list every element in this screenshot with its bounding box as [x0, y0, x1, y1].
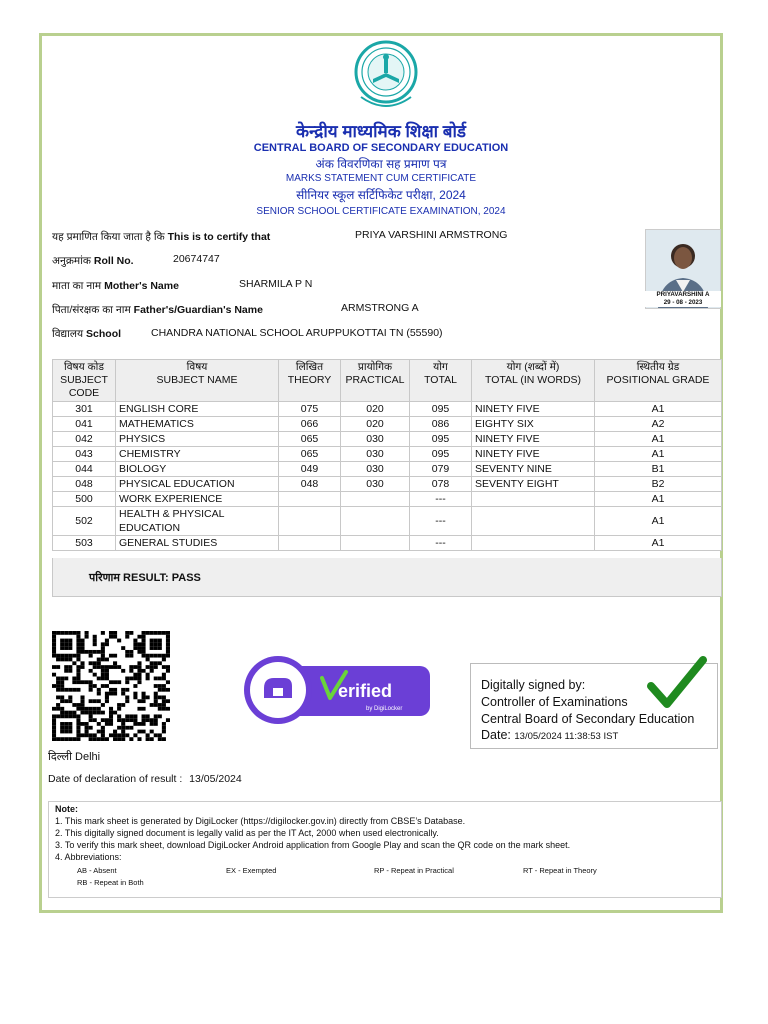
table-row: [53, 492, 722, 507]
table-row: [53, 417, 722, 432]
verified-text: erified: [338, 681, 393, 701]
certify-label: [52, 230, 270, 244]
abbreviation-item: RT - Repeat in Theory: [523, 866, 597, 875]
cell-practical: [341, 492, 410, 507]
table-row: [53, 536, 722, 551]
cell-grade: A2: [595, 417, 722, 432]
notes-title: Note:: [55, 804, 78, 814]
photo-caption: [645, 291, 721, 307]
abbreviation-item: EX - Exempted: [226, 866, 277, 875]
signature-date-value: 13/05/2024 11:38:53 IST: [514, 731, 619, 742]
table-row: [53, 507, 722, 536]
school-label: [52, 327, 121, 341]
col-header-english: THEORY: [287, 374, 332, 386]
cell-code: 048: [53, 477, 116, 492]
cell-words: SEVENTY EIGHT: [472, 477, 595, 492]
cell-code: 042: [53, 432, 116, 447]
cell-words: NINETY FIVE: [472, 447, 595, 462]
cell-practical: [341, 536, 410, 551]
cell-grade: A1: [595, 536, 722, 551]
certificate-title: MARKS STATEMENT CUM CERTIFICATE: [285, 173, 477, 184]
mother-name: SHARMILA P N: [239, 278, 313, 290]
cell-practical: [341, 507, 410, 536]
abbreviation-item: RB - Repeat in Both: [77, 878, 144, 887]
note-line: 2. This digitally signed document is legally valid as per the IT Act, 2000 when used electronically.: [55, 828, 439, 838]
cell-grade: B2: [595, 477, 722, 492]
cell-practical: 030: [341, 477, 410, 492]
cell-subject: CHEMISTRY: [116, 447, 279, 462]
cell-total: ---: [410, 536, 472, 551]
exam-title: SENIOR SCHOOL CERTIFICATE EXAMINATION, 2024: [256, 206, 506, 217]
declaration-date: [48, 773, 242, 785]
note-line: 1. This mark sheet is generated by DigiLocker (https://digilocker.gov.in) directly from CBSE’s Database.: [55, 816, 466, 826]
cell-grade: A1: [595, 402, 722, 417]
col-header-hindi: लिखित: [295, 361, 324, 373]
cell-theory: 049: [279, 462, 341, 477]
board-name-hindi: केन्द्रीय माध्यमिक शिक्षा बोर्ड: [296, 122, 466, 141]
board-name: CENTRAL BOARD OF SECONDARY EDUCATION: [253, 142, 509, 154]
col-header-hindi: योग: [433, 361, 448, 373]
mother-label: [52, 279, 179, 293]
col-positional-grade: [595, 360, 722, 402]
place: [48, 749, 100, 764]
cell-grade: A1: [595, 447, 722, 462]
verified-badge: [242, 654, 432, 726]
cell-total: ---: [410, 507, 472, 536]
school-name: CHANDRA NATIONAL SCHOOL ARUPPUKOTTAI TN (55590): [151, 327, 443, 339]
cell-code: 301: [53, 402, 116, 417]
result-value: PASS: [171, 572, 201, 584]
roll-label-english: Roll No.: [93, 255, 134, 267]
cell-practical: 030: [341, 447, 410, 462]
declaration-value: 13/05/2024: [189, 773, 242, 785]
school-label-english: School: [86, 328, 122, 340]
father-label: [52, 303, 263, 317]
signature-date-label: Date:: [481, 728, 511, 742]
col-header-english: TOTAL (IN WORDS): [484, 374, 582, 386]
student-name: PRIYA VARSHINI ARMSTRONG: [355, 229, 508, 241]
marks-table: [52, 359, 722, 551]
certify-label-hindi: यह प्रमाणित किया जाता है कि: [52, 231, 165, 243]
col-header-english: POSITIONAL GRADE: [606, 374, 710, 386]
cell-words: SEVENTY NINE: [472, 462, 595, 477]
exam-title-hindi: सीनियर स्कूल सर्टिफिकेट परीक्षा, 2024: [296, 188, 466, 202]
col-header-hindi: योग (शब्दों में): [506, 361, 560, 373]
table-row: [53, 432, 722, 447]
cell-subject: BIOLOGY: [116, 462, 279, 477]
cell-subject: ENGLISH CORE: [116, 402, 279, 417]
cell-practical: 030: [341, 432, 410, 447]
cell-code: 041: [53, 417, 116, 432]
cell-words: EIGHTY SIX: [472, 417, 595, 432]
signature-line-2: Controller of Examinations: [481, 695, 628, 709]
certificate-frame: [39, 33, 723, 913]
photo-caption-date: 29 - 08 - 2023: [663, 299, 703, 306]
father-label-hindi: पिता/संरक्षक का नाम: [52, 304, 131, 316]
verified-subtext: by DigiLocker: [366, 706, 403, 712]
cell-code: 043: [53, 447, 116, 462]
cell-subject: PHYSICS: [116, 432, 279, 447]
cell-grade: B1: [595, 462, 722, 477]
place-english: Delhi: [75, 751, 101, 763]
cell-total: ---: [410, 492, 472, 507]
cell-total: 078: [410, 477, 472, 492]
cell-grade: A1: [595, 432, 722, 447]
cell-total: 095: [410, 447, 472, 462]
school-label-hindi: विद्यालय: [52, 328, 84, 340]
marks-table-header: [53, 360, 722, 402]
col-header-english: SUBJECT NAME: [156, 374, 238, 386]
cell-theory: [279, 492, 341, 507]
col-total-words: [472, 360, 595, 402]
cell-grade: A1: [595, 492, 722, 507]
certify-label-english: This is to certify that: [167, 231, 271, 243]
signature-date: [481, 728, 618, 742]
col-subject-name: [116, 360, 279, 402]
cell-practical: 030: [341, 462, 410, 477]
note-line: 3. To verify this mark sheet, download DigiLocker Android application from Google Play and scan the QR code on the mark sheet.: [55, 840, 571, 850]
cell-total: 086: [410, 417, 472, 432]
col-header-hindi: विषय कोड: [63, 361, 105, 373]
col-header-english: TOTAL: [424, 374, 457, 386]
signature-line-3: Central Board of Secondary Education: [481, 712, 695, 726]
cell-code: 502: [53, 507, 116, 536]
cell-theory: 075: [279, 402, 341, 417]
col-header-hindi: विषय: [186, 361, 208, 373]
table-row: [53, 402, 722, 417]
cell-theory: 048: [279, 477, 341, 492]
cell-subject: MATHEMATICS: [116, 417, 279, 432]
cell-theory: 065: [279, 447, 341, 462]
cell-words: NINETY FIVE: [472, 432, 595, 447]
roll-label-hindi: अनुक्रमांक: [52, 255, 91, 267]
qr-code-icon[interactable]: [52, 631, 170, 741]
result-label-english: RESULT:: [123, 572, 169, 584]
cell-theory: 066: [279, 417, 341, 432]
cell-total: 095: [410, 432, 472, 447]
digital-signature-box: [470, 663, 718, 749]
father-label-english: Father's/Guardian's Name: [133, 304, 263, 316]
mother-label-hindi: माता का नाम: [52, 280, 102, 292]
cell-total: 095: [410, 402, 472, 417]
mother-label-english: Mother's Name: [104, 280, 179, 292]
roll-label: [52, 254, 134, 268]
cell-theory: 065: [279, 432, 341, 447]
signature-line-1: Digitally signed by:: [481, 678, 586, 692]
col-subject-code: [53, 360, 116, 402]
table-row: [53, 462, 722, 477]
cell-code: 503: [53, 536, 116, 551]
abbreviation-item: AB - Absent: [77, 866, 117, 875]
cell-words: [472, 492, 595, 507]
col-total: [410, 360, 472, 402]
photo-caption-name: PRIYAVARSHINI A: [656, 291, 710, 298]
cell-words: NINETY FIVE: [472, 402, 595, 417]
result: [89, 570, 201, 585]
cell-theory: [279, 536, 341, 551]
cell-code: 500: [53, 492, 116, 507]
cell-subject: PHYSICAL EDUCATION: [116, 477, 279, 492]
cell-practical: 020: [341, 402, 410, 417]
cell-subject: GENERAL STUDIES: [116, 536, 279, 551]
cell-code: 044: [53, 462, 116, 477]
cell-subject: HEALTH & PHYSICAL EDUCATION: [116, 507, 279, 536]
col-header-english: SUBJECT CODE: [60, 374, 108, 399]
col-header-hindi: स्थितीय ग्रेड: [636, 361, 680, 373]
roll-number: 20674747: [173, 253, 220, 265]
col-header-english: PRACTICAL: [345, 374, 405, 386]
cell-theory: [279, 507, 341, 536]
cell-words: [472, 536, 595, 551]
cell-words: [472, 507, 595, 536]
cell-grade: A1: [595, 507, 722, 536]
table-row: [53, 477, 722, 492]
table-row: [53, 447, 722, 462]
col-header-hindi: प्रायोगिक: [357, 361, 393, 373]
checkmark-icon: [647, 656, 707, 710]
certificate-title-hindi: अंक विवरणिका सह प्रमाण पत्र: [315, 157, 447, 171]
cell-total: 079: [410, 462, 472, 477]
result-label-hindi: परिणाम: [89, 572, 120, 584]
cell-practical: 020: [341, 417, 410, 432]
cell-subject: WORK EXPERIENCE: [116, 492, 279, 507]
col-practical: [341, 360, 410, 402]
place-hindi: दिल्ली: [48, 751, 72, 763]
col-theory: [279, 360, 341, 402]
abbreviation-item: RP - Repeat in Practical: [374, 866, 454, 875]
father-name: ARMSTRONG A: [341, 302, 419, 314]
declaration-label: Date of declaration of result :: [48, 773, 183, 785]
note-line: 4. Abbreviations:: [55, 852, 122, 862]
notes-box: [48, 801, 722, 898]
cbse-logo-icon: [351, 39, 421, 113]
